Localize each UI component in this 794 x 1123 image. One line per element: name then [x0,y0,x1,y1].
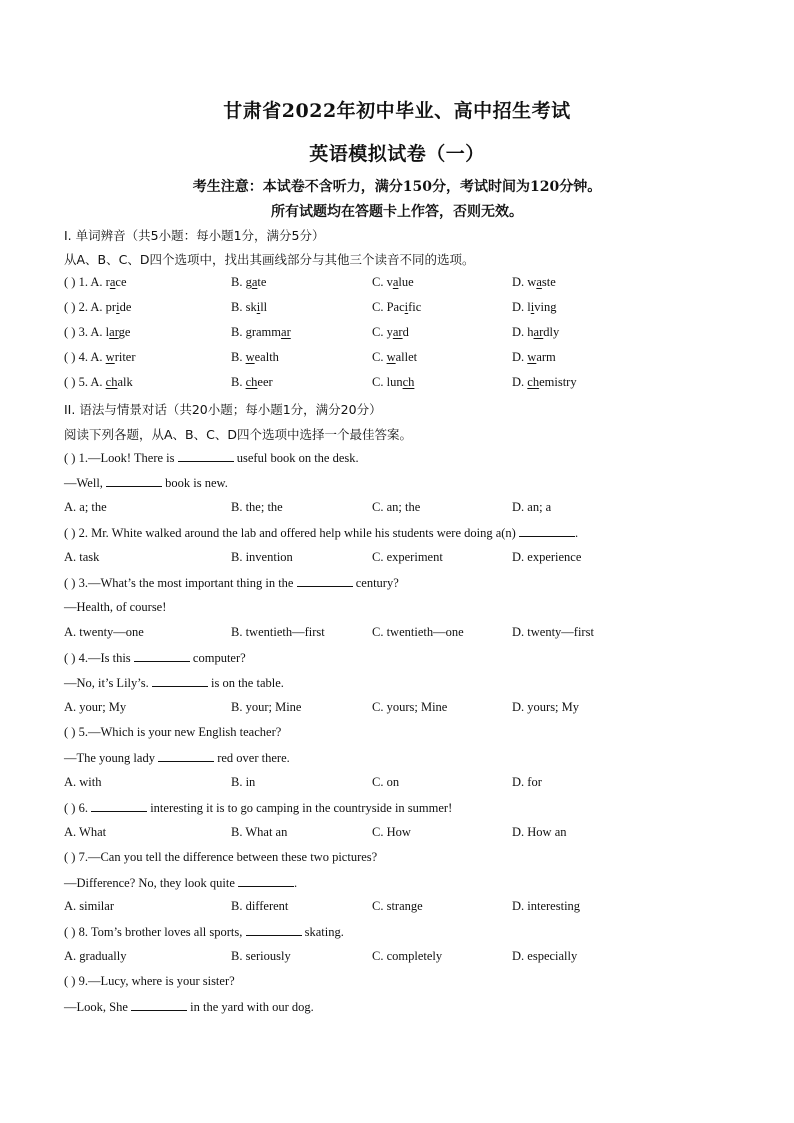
option-label: C. [372,275,387,289]
question-4-options [64,700,744,718]
answer-blank [238,875,294,887]
word-part: Pac [386,300,405,314]
answer-blank [158,750,214,762]
word-part: ll [260,300,268,314]
underlined-sound: i [116,300,120,314]
underlined-sound: a [109,275,116,289]
word-part: sk [245,300,257,314]
option-a: A. your; My [64,700,127,714]
word-part: d [402,325,409,339]
option-b [231,300,267,315]
word-part: v [386,275,393,289]
option-label: ( ) 1. A. [64,275,106,289]
option-b [231,275,266,290]
option-c [372,275,414,290]
option-c: C. twentieth—one [372,625,464,639]
section2-heading: II. 语法与情景对话（共20小题；每小题1分，满分20分） [64,402,382,417]
option-d: D. How an [512,825,567,839]
option-d: D. twenty—first [512,625,594,639]
option-label: B. [231,275,246,289]
question-9-stem: ( ) 9.—Lucy, where is your sister? [64,974,235,988]
question-7-reply: —Difference? No, they look quite . [64,876,298,890]
word-part: ving [534,300,557,314]
option-d: D. for [512,775,542,789]
option-label: C. [372,300,387,314]
word-part: emistry [539,375,577,389]
option-c: C. experiment [372,550,443,564]
phonics-question-3 [64,325,744,343]
option-a: A. similar [64,899,114,913]
underlined-sound: w [105,350,115,364]
word-part: w [527,275,537,289]
underlined-sound: ar [109,325,119,339]
option-c: C. How [372,825,411,839]
question-9-reply: —Look, She in the yard with our dog. [64,1000,314,1014]
option-d: D. yours; My [512,700,580,714]
option-a [64,325,130,340]
option-b: B. the; the [231,500,283,514]
option-label: B. [231,375,246,389]
word-part: dly [543,325,560,339]
option-a: A. with [64,775,102,789]
section2-instruction: 阅读下列各题，从A、B、C、D四个选项中选择一个最佳答案。 [64,427,412,442]
word-part: gramm [245,325,282,339]
word-part: l [527,300,531,314]
option-b: B. in [231,775,256,789]
answer-blank [519,525,575,537]
option-label: B. [231,300,246,314]
question-5-options [64,775,744,793]
answer-blank [152,675,208,687]
notice-line-1: 考生注意：本试卷不含听力，满分150分，考试时间为120分钟。 [192,179,602,195]
answer-blank [134,650,190,662]
word-part: lue [398,275,414,289]
question-8-options [64,949,744,967]
option-b: B. different [231,899,289,913]
word-part: g [245,275,252,289]
option-b: B. twentieth—first [231,625,325,639]
word-part: fic [408,300,422,314]
word-part: pr [105,300,117,314]
word-part: ce [115,275,127,289]
underlined-sound: ar [392,325,403,339]
option-a: A. task [64,550,100,564]
exam-title: 甘肃省2022年初中毕业、高中招生考试 [223,100,571,122]
underlined-sound: ch [402,375,415,389]
option-b [231,350,279,365]
option-label: ( ) 5. A. [64,375,106,389]
question-1-stem: ( ) 1.—Look! There is useful book on the desk. [64,451,359,465]
option-d [512,375,577,390]
underlined-sound: ar [533,325,544,339]
option-d: D. experience [512,550,582,564]
option-label: D. [512,375,528,389]
section1-heading: I. 单词辨音（共5小题：每小题1分，满分5分） [64,228,325,243]
question-7-options [64,899,744,917]
option-a [64,275,127,290]
word-part: l [105,325,110,339]
option-c [372,375,414,390]
word-part: ste [541,275,556,289]
option-label: B. [231,325,246,339]
underlined-sound: a [251,275,258,289]
option-a: A. What [64,825,107,839]
option-c: C. completely [372,949,443,963]
option-a [64,300,131,315]
word-part: ealth [254,350,279,364]
question-4-reply: —No, it’s Lily’s. is on the table. [64,676,284,690]
option-a [64,350,136,365]
option-d [512,350,556,365]
word-part: ge [118,325,131,339]
option-label: ( ) 4. A. [64,350,106,364]
word-part: h [527,325,534,339]
phonics-question-2 [64,300,744,318]
answer-blank [297,575,353,587]
question-3-reply: —Health, of course! [64,600,167,614]
word-part: r [105,275,110,289]
phonics-question-5 [64,375,744,393]
notice-line-2: 所有试题均在答题卡上作答，否则无效。 [271,204,523,220]
option-label: ( ) 3. A. [64,325,106,339]
option-label: D. [512,325,528,339]
word-part: arm [536,350,556,364]
option-d [512,300,556,315]
word-part: de [119,300,132,314]
section1-instruction: 从A、B、C、D四个选项中，找出其画线部分与其他三个读音不同的选项。 [64,252,475,267]
option-d: D. especially [512,949,578,963]
question-5-stem: ( ) 5.—Which is your new English teacher? [64,725,282,739]
option-d [512,275,556,290]
underlined-sound: a [536,275,542,289]
option-c: C. yours; Mine [372,700,448,714]
word-part: riter [114,350,136,364]
option-label: C. [372,325,387,339]
option-d [512,325,559,340]
answer-blank [246,924,302,936]
word-part: allet [395,350,418,364]
question-2-options [64,550,744,568]
question-2-stem: ( ) 2. Mr. White walked around the lab and offered help while his students were doing a(n) . [64,526,579,540]
option-a: A. gradually [64,949,127,963]
question-6-stem: ( ) 6. interesting it is to go camping in the countryside in summer! [64,801,453,815]
question-6-options [64,825,744,843]
option-c [372,300,421,315]
underlined-sound: w [527,350,537,364]
option-label: B. [231,350,246,364]
underlined-sound: ch [245,375,258,389]
phonics-question-4 [64,350,744,368]
option-c: C. an; the [372,500,421,514]
option-label: C. [372,350,387,364]
option-label: D. [512,300,528,314]
option-a: A. twenty—one [64,625,144,639]
word-part: lun [386,375,403,389]
question-7-stem: ( ) 7.—Can you tell the difference between these two pictures? [64,850,378,864]
option-b [231,375,273,390]
option-a: A. a; the [64,500,107,514]
answer-blank [106,475,162,487]
question-1-options [64,500,744,518]
option-b: B. What an [231,825,288,839]
option-b: B. your; Mine [231,700,302,714]
option-label: D. [512,350,528,364]
underlined-sound: ch [105,375,118,389]
underlined-sound: i [256,300,261,314]
underlined-sound: a [392,275,399,289]
underlined-sound: i [404,300,409,314]
option-c: C. on [372,775,400,789]
question-1-reply: —Well, book is new. [64,476,228,490]
underlined-sound: ar [281,325,291,339]
underlined-sound: i [530,300,535,314]
phonics-question-1 [64,275,744,293]
question-3-options [64,625,744,643]
option-c [372,325,409,340]
underlined-sound: ch [527,375,540,389]
option-b [231,325,291,340]
word-part: alk [117,375,133,389]
option-c: C. strange [372,899,423,913]
answer-blank [131,999,187,1011]
option-b: B. seriously [231,949,291,963]
option-a [64,375,133,390]
question-3-stem: ( ) 3.—What’s the most important thing in the century? [64,576,399,590]
underlined-sound: w [386,350,396,364]
question-4-stem: ( ) 4.—Is this computer? [64,651,246,665]
word-part: te [257,275,267,289]
option-c [372,350,417,365]
question-5-reply: —The young lady red over there. [64,751,290,765]
question-8-stem: ( ) 8. Tom’s brother loves all sports, skating. [64,925,344,939]
exam-subtitle: 英语模拟试卷（一） [309,143,485,165]
option-label: ( ) 2. A. [64,300,106,314]
option-d: D. interesting [512,899,581,913]
option-b: B. invention [231,550,293,564]
option-d: D. an; a [512,500,552,514]
option-label: D. [512,275,528,289]
word-part: y [386,325,393,339]
answer-blank [178,450,234,462]
answer-blank [91,800,147,812]
underlined-sound: w [245,350,255,364]
word-part: eer [257,375,273,389]
option-label: C. [372,375,387,389]
